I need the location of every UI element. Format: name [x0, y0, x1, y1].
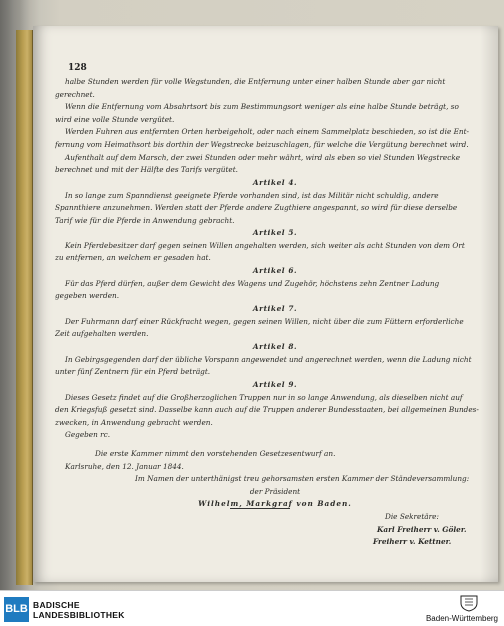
text-line: Kein Pferdebesitzer darf gegen seinen Willen angehalten werden, sich weiter als acht Stunden von dem Ort — [65, 240, 465, 250]
page-number: 128 — [68, 63, 87, 73]
secretaries-title: Die Sekretäre: — [385, 511, 439, 521]
article-heading: Artikel 4. — [252, 178, 298, 187]
article-heading: Artikel 7. — [252, 304, 298, 313]
article-heading: Artikel 8. — [252, 342, 298, 351]
text-line: Tarif wie für die Pferde in Anwendung gebracht. — [55, 215, 235, 225]
text-line: den Kriegsfuß gesetzt sind. Dasselbe kann auch auf die Truppen anderer Bundesstaaten, bei allgemeinen Bundes- — [55, 405, 479, 415]
text-line: fernung vom Heimathsort bis dorthin der Wegstrecke beizuschlagen, für welche die Vergütung berechnet wird. — [55, 139, 469, 149]
acceptance-line: Die erste Kammer nimmt den vorstehenden Gesetzesentwurf an. — [95, 449, 336, 458]
article-heading: Artikel 5. — [252, 228, 298, 237]
text-line: Gegeben rc. — [65, 430, 111, 440]
article-heading: Artikel 9. — [252, 380, 298, 389]
text-line: In Gebirgsgegenden darf der übliche Vorspann angewendet und angerechnet werden, wenn die Ladung nicht — [65, 354, 472, 364]
text-line: Wenn die Entfernung vom Absahrtsort bis zum Bestimmungsort weniger als eine halbe Stunde beträgt, so — [65, 102, 459, 112]
mandate-line: Im Namen der unterthänigst treu gehorsamsten ersten Kammer der Ständeversammlung: — [135, 474, 470, 484]
article-9 — [55, 379, 495, 442]
article-5 — [55, 227, 495, 265]
place-date: Karlsruhe, den 12. Januar 1844. — [65, 461, 184, 471]
text-line: Für das Pferd dürfen, außer dem Gewicht des Wagens und Zugehör, höchstens zehn Zentner Ladung — [65, 278, 440, 288]
text-line: Aufenthalt auf dem Marsch, der zwei Stunden oder mehr währt, wird als eben so viel Stunden Wegstrecke — [65, 152, 461, 162]
article-8 — [55, 341, 495, 379]
text-line: unter fünf Zentnern für ein Pferd beträgt. — [55, 367, 211, 377]
text-line: In so lange zum Spanndienst geeignete Pferde vorhanden sind, ist das Militär nicht schuldig, andere — [65, 190, 439, 200]
article-heading: Artikel 6. — [252, 266, 298, 275]
president-title: der Präsident — [249, 486, 301, 496]
baden-wuerttemberg-crest-icon — [458, 594, 480, 612]
text-line: gerechnet. — [55, 89, 95, 99]
article-4 — [55, 177, 495, 227]
closing-block — [55, 448, 495, 549]
text-line: Zeit aufgehalten werden. — [55, 329, 149, 339]
text-line: zwecken, in Anwendung gebracht werden. — [55, 417, 213, 427]
text-line: berechnet und mit der Hälfte des Tarifs vergütet. — [55, 165, 238, 175]
article-7 — [55, 303, 495, 341]
region-name: Baden-Württemberg — [425, 614, 498, 623]
book-cover-edge — [16, 30, 33, 585]
text-line: Spannthiere anzunehmen. Werden statt der Pferde andere Zugthiere angespannt, so wird für diese derselbe — [55, 203, 458, 213]
text-line: zu entfernen, an welchem er gesaden hat. — [55, 253, 211, 263]
secretary-name: Freiherr v. Kettner. — [373, 537, 452, 547]
library-name-line: LANDESBIBLIOTHEK — [33, 610, 125, 620]
text-line: wird eine volle Stunde vergütet. — [55, 114, 175, 124]
text-line: Werden Fuhren aus entfernten Orten herbeigeholt, oder nach einem Sammelplatz beschieden, so ist die Ent- — [65, 127, 470, 137]
text-line: Dieses Gesetz findet auf die Großherzoglichen Truppen nur in so lange Anwendung, als dieselben nicht auf — [65, 392, 463, 402]
library-name — [33, 600, 125, 620]
secretary-name: Karl Freiherr v. Göler. — [377, 524, 467, 534]
library-name-line: BADISCHE — [33, 600, 80, 610]
text-line: halbe Stunden werden für volle Wegstunden, die Entfernung unter einer halben Stunde aber gar nicht — [65, 77, 446, 86]
text-line: gegeben werden. — [55, 291, 120, 301]
text-line: Der Fuhrmann darf einer Rückfracht wegen, gegen seinen Willen, nicht über die zum Füttern erforderliche — [65, 316, 464, 326]
blb-logo[interactable]: BLB — [4, 597, 29, 622]
president-name: Wilhelm, Markgraf von Baden. — [198, 499, 352, 509]
article-6 — [55, 265, 495, 303]
paragraph-block — [55, 76, 495, 177]
horizontal-rule — [230, 508, 290, 509]
